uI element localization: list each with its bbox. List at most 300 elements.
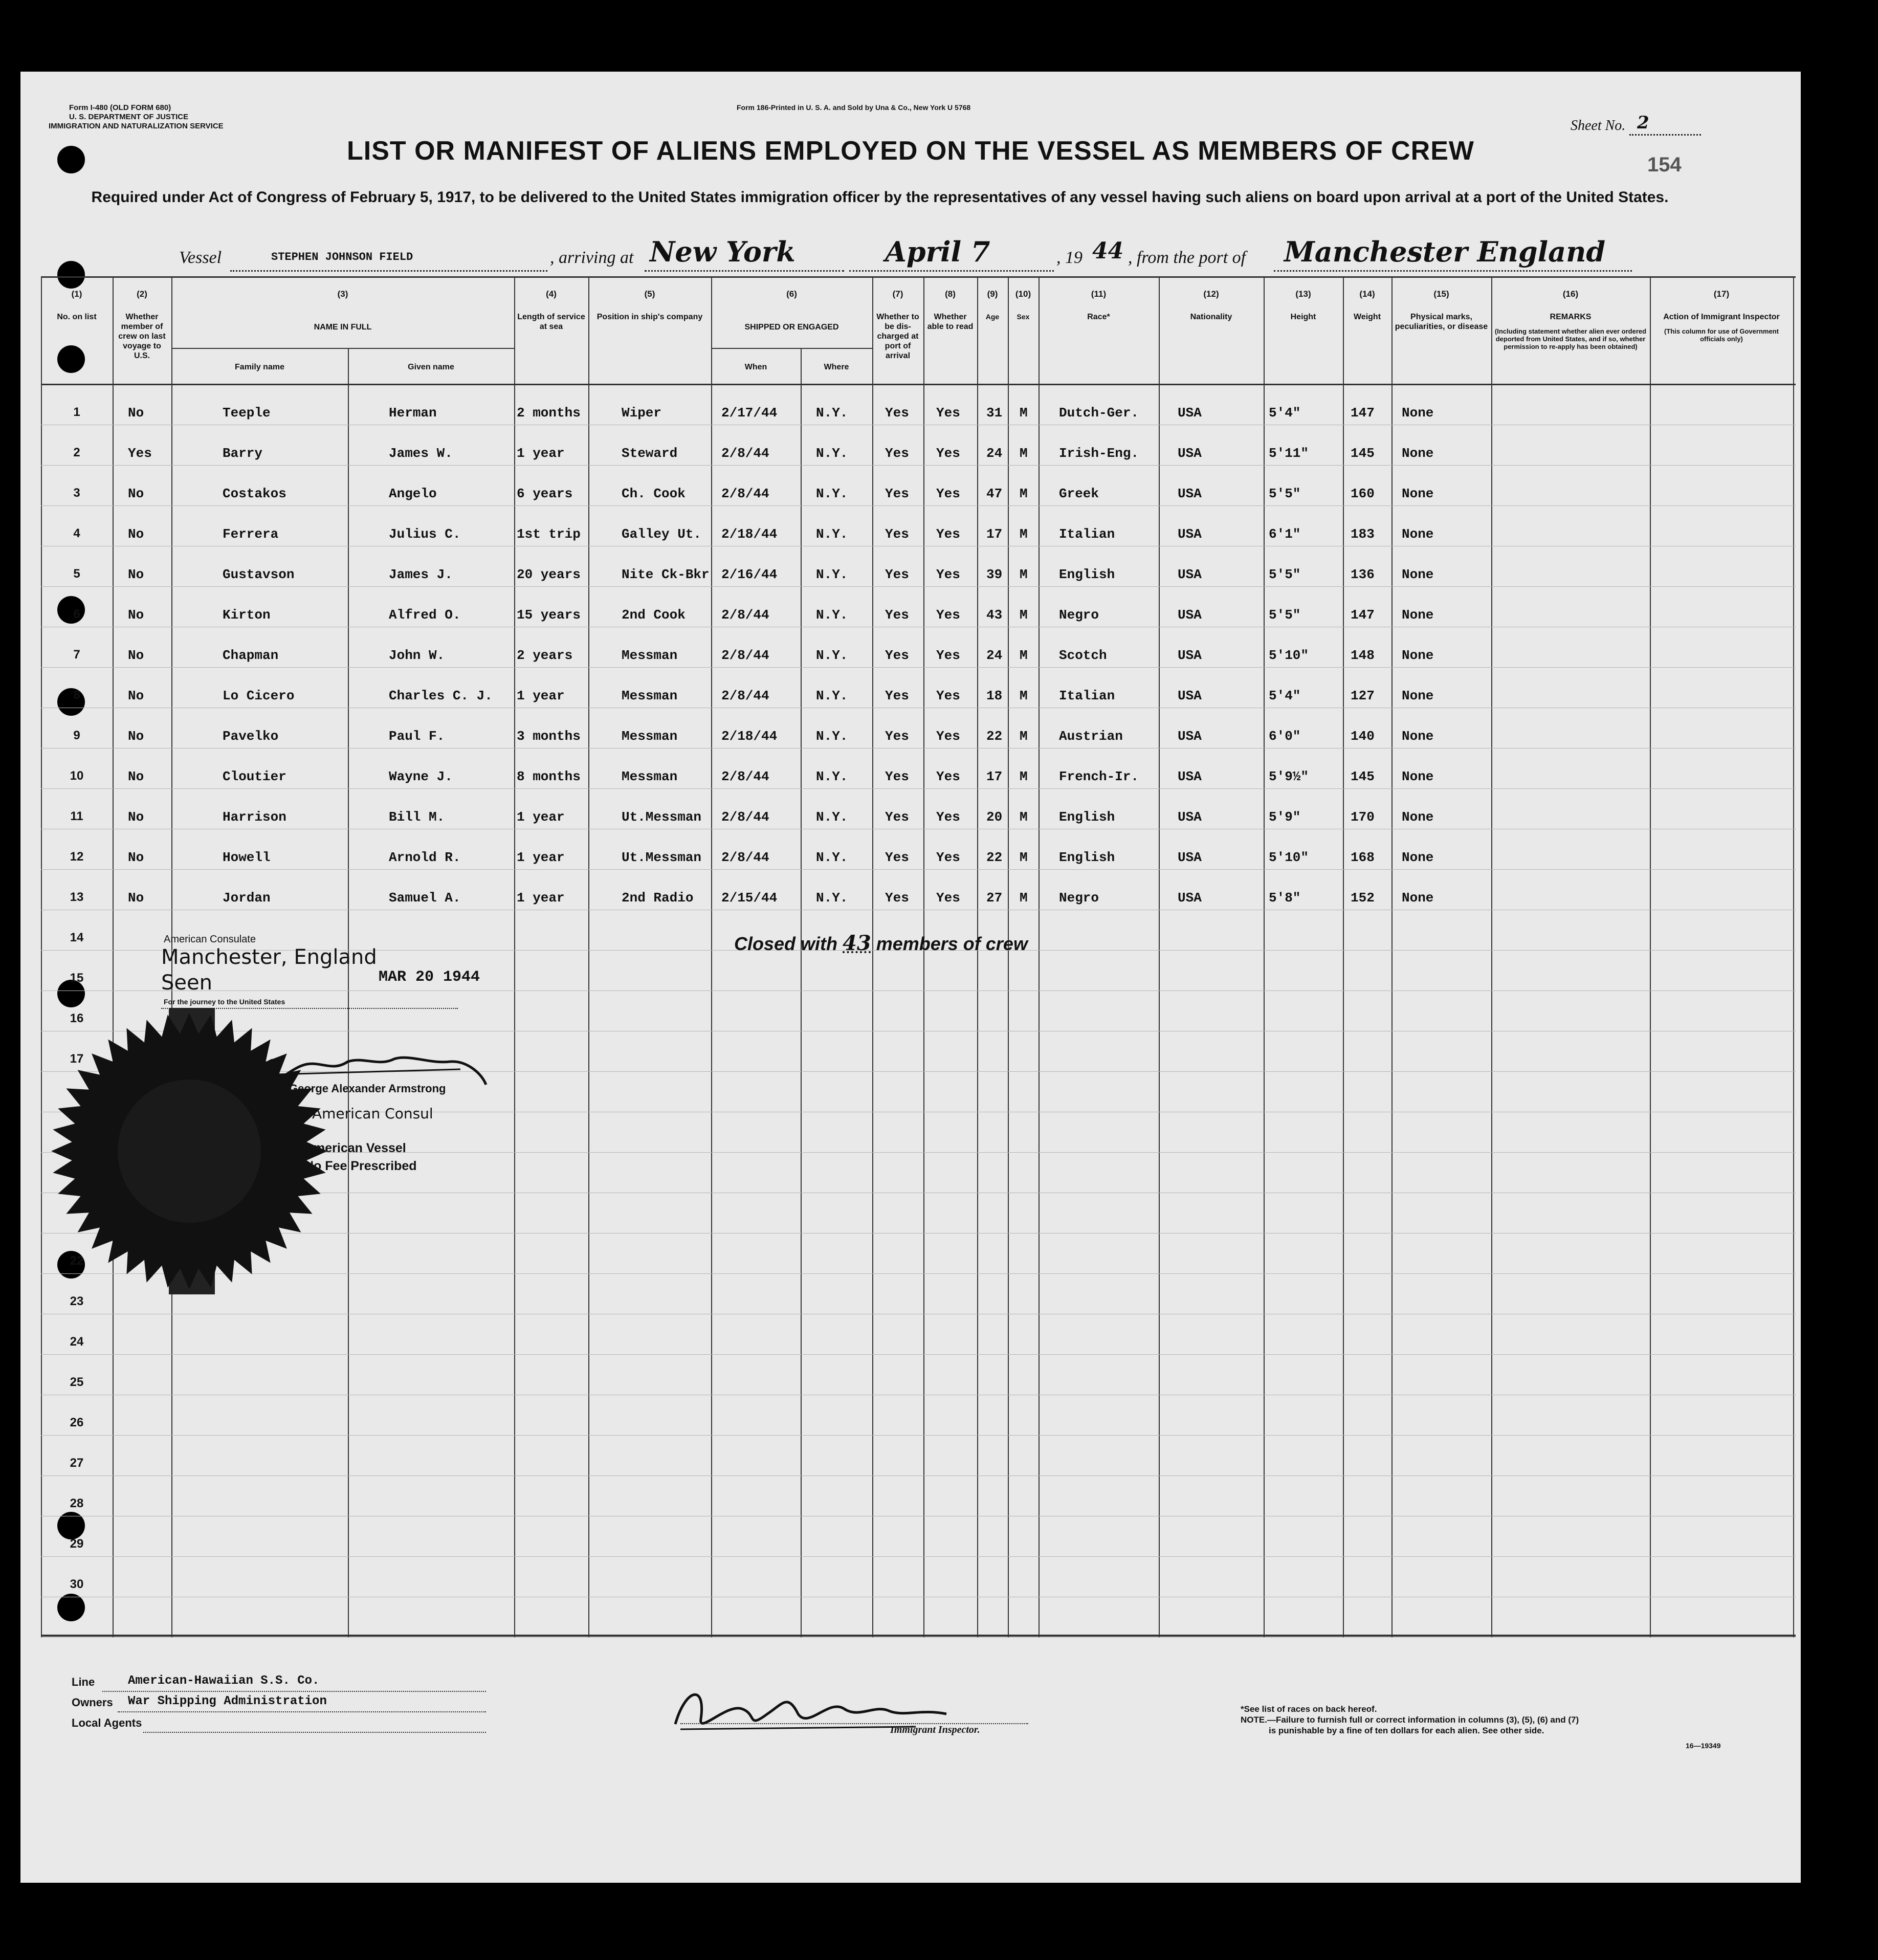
table-cell: None xyxy=(1402,890,1434,906)
consul-name: George Alexander Armstrong xyxy=(289,1082,446,1095)
table-cell: 145 xyxy=(1351,769,1375,784)
table-cell: 24 xyxy=(986,648,1003,663)
table-cell: No xyxy=(128,405,144,421)
table-cell: M xyxy=(1020,809,1028,825)
table-cell: 2nd Radio xyxy=(622,890,694,906)
form-id: Form I-480 (OLD FORM 680) xyxy=(69,103,171,112)
row-number: 11 xyxy=(70,809,83,823)
row-number: 4 xyxy=(73,526,80,540)
table-cell: Ferrera xyxy=(223,526,279,542)
consulate-date-stamp: MAR 20 1944 xyxy=(379,968,480,986)
table-cell: 27 xyxy=(986,890,1003,906)
column-number: (4) xyxy=(546,289,557,299)
table-cell: N.Y. xyxy=(816,607,848,623)
table-cell: M xyxy=(1020,526,1028,542)
column-number: (2) xyxy=(137,289,147,299)
table-cell: N.Y. xyxy=(816,526,848,542)
sheet-label: Sheet No. xyxy=(1571,118,1626,134)
table-cell: Yes xyxy=(936,607,960,623)
row-number: 30 xyxy=(70,1577,84,1591)
column-number: (1) xyxy=(71,289,82,299)
table-cell: None xyxy=(1402,446,1434,461)
table-cell: M xyxy=(1020,607,1028,623)
table-cell: N.Y. xyxy=(816,446,848,461)
row-number: 27 xyxy=(70,1456,84,1470)
table-cell: 2 months xyxy=(517,405,581,421)
table-cell: USA xyxy=(1178,405,1202,421)
table-cell: Yes xyxy=(936,486,960,501)
closing-prefix: Closed with xyxy=(734,933,838,954)
table-cell: USA xyxy=(1178,688,1202,703)
manifest-sheet xyxy=(20,72,1801,1883)
column-subheader: Where xyxy=(824,363,849,371)
table-cell: 24 xyxy=(986,446,1003,461)
table-cell: No xyxy=(128,890,144,906)
table-cell: Yes xyxy=(885,648,909,663)
table-cell: 22 xyxy=(986,729,1003,744)
column-header: Nationality xyxy=(1190,313,1232,321)
table-cell: Messman xyxy=(622,648,678,663)
table-cell: No xyxy=(128,607,144,623)
table-cell: Paul F. xyxy=(389,729,445,744)
table-cell: Pavelko xyxy=(223,729,279,744)
line-label: Line xyxy=(72,1676,95,1688)
printer-line: Form 186-Printed in U. S. A. and Sold by Una & Co., New York U 5768 xyxy=(737,103,971,112)
table-cell: 170 xyxy=(1351,809,1375,825)
row-number: 25 xyxy=(70,1375,84,1389)
consulate-city: Manchester, England xyxy=(161,945,377,969)
table-cell: 18 xyxy=(986,688,1003,703)
table-cell: No xyxy=(128,526,144,542)
table-cell: Yes xyxy=(885,486,909,501)
table-cell: 152 xyxy=(1351,890,1375,906)
table-cell: No xyxy=(128,567,144,582)
column-header: Race* xyxy=(1087,313,1110,321)
column-number: (13) xyxy=(1295,289,1311,299)
table-cell: 148 xyxy=(1351,648,1375,663)
table-cell: 5'4" xyxy=(1269,405,1301,421)
table-cell: None xyxy=(1402,850,1434,865)
table-cell: No xyxy=(128,648,144,663)
table-cell: James J. xyxy=(389,567,453,582)
table-cell: Galley Ut. xyxy=(622,526,702,542)
arrival-port: New York xyxy=(650,235,796,268)
service: IMMIGRATION AND NATURALIZATION SERVICE xyxy=(49,122,224,130)
row-number: 14 xyxy=(70,931,84,944)
table-cell: None xyxy=(1402,648,1434,663)
vessel-note: American Vessel xyxy=(304,1141,406,1155)
table-cell: Negro xyxy=(1059,607,1099,623)
year-prefix: , 19 xyxy=(1056,248,1082,267)
table-cell: 20 xyxy=(986,809,1003,825)
table-cell: M xyxy=(1020,486,1028,501)
form-code: 16—19349 xyxy=(1686,1742,1721,1750)
table-cell: USA xyxy=(1178,850,1202,865)
table-cell: 2/17/44 xyxy=(721,405,778,421)
column-header: NAME IN FULL xyxy=(314,323,372,332)
table-cell: English xyxy=(1059,567,1115,582)
vessel-label: Vessel xyxy=(179,248,222,267)
table-cell: No xyxy=(128,809,144,825)
column-header: Whether to be dis-charged at port of arrival xyxy=(876,313,919,360)
column-number: (12) xyxy=(1203,289,1219,299)
table-cell: Yes xyxy=(936,405,960,421)
table-cell: None xyxy=(1402,688,1434,703)
table-cell: M xyxy=(1020,446,1028,461)
table-cell: M xyxy=(1020,405,1028,421)
table-cell: 5'10" xyxy=(1269,850,1309,865)
table-cell: M xyxy=(1020,567,1028,582)
table-cell: Yes xyxy=(128,446,152,461)
table-cell: 2/8/44 xyxy=(721,446,769,461)
table-cell: Charles C. J. xyxy=(389,688,493,703)
column-number: (8) xyxy=(945,289,956,299)
table-cell: 8 months xyxy=(517,769,581,784)
row-number: 28 xyxy=(70,1496,84,1510)
table-cell: 183 xyxy=(1351,526,1375,542)
table-cell: Cloutier xyxy=(223,769,286,784)
consulate-heading: American Consulate xyxy=(164,934,256,945)
column-header: Sex xyxy=(1017,313,1030,321)
table-cell: English xyxy=(1059,809,1115,825)
table-cell: None xyxy=(1402,486,1434,501)
agents-label: Local Agents xyxy=(72,1716,142,1729)
table-cell: Yes xyxy=(885,769,909,784)
table-cell: M xyxy=(1020,769,1028,784)
table-cell: Costakos xyxy=(223,486,286,501)
column-note: (This column for use of Government officials only) xyxy=(1664,327,1779,343)
table-cell: Alfred O. xyxy=(389,607,461,623)
table-cell: Wiper xyxy=(622,405,662,421)
table-cell: M xyxy=(1020,688,1028,703)
table-cell: 2/8/44 xyxy=(721,769,769,784)
table-cell: 17 xyxy=(986,526,1003,542)
column-subheader: When xyxy=(744,363,767,371)
row-number: 26 xyxy=(70,1416,84,1429)
column-number: (5) xyxy=(644,289,655,299)
table-cell: Julius C. xyxy=(389,526,461,542)
page-stamp: 154 xyxy=(1647,153,1682,176)
table-cell: Yes xyxy=(885,809,909,825)
table-cell: Italian xyxy=(1059,688,1115,703)
table-cell: Yes xyxy=(885,526,909,542)
table-cell: No xyxy=(128,769,144,784)
table-cell: Nite Ck-Bkr xyxy=(622,567,710,582)
table-cell: N.Y. xyxy=(816,809,848,825)
table-cell: 20 years xyxy=(517,567,581,582)
closing-note xyxy=(734,931,1028,955)
table-cell: 127 xyxy=(1351,688,1375,703)
page-title: LIST OR MANIFEST OF ALIENS EMPLOYED ON THE VESSEL AS MEMBERS OF CREW xyxy=(347,136,1474,166)
row-number: 5 xyxy=(73,567,80,581)
table-cell: 6'1" xyxy=(1269,526,1301,542)
table-cell: 2/8/44 xyxy=(721,688,769,703)
table-cell: Ch. Cook xyxy=(622,486,686,501)
table-cell: N.Y. xyxy=(816,890,848,906)
column-number: (9) xyxy=(987,289,998,299)
table-cell: USA xyxy=(1178,486,1202,501)
row-number: 22 xyxy=(70,1254,84,1268)
table-cell: 2/8/44 xyxy=(721,850,769,865)
table-cell: 1 year xyxy=(517,850,565,865)
table-cell: 147 xyxy=(1351,607,1375,623)
arriving-label: , arriving at xyxy=(550,248,634,267)
table-cell: Messman xyxy=(622,729,678,744)
table-cell: USA xyxy=(1178,567,1202,582)
table-cell: Jordan xyxy=(223,890,271,906)
table-cell: USA xyxy=(1178,729,1202,744)
table-cell: No xyxy=(128,729,144,744)
table-cell: Irish-Eng. xyxy=(1059,446,1139,461)
column-header: Age xyxy=(985,313,1000,321)
table-cell: None xyxy=(1402,607,1434,623)
table-cell: 136 xyxy=(1351,567,1375,582)
table-cell: Ut.Messman xyxy=(622,850,702,865)
fee-note: No Fee Prescribed xyxy=(304,1159,417,1173)
table-cell: 22 xyxy=(986,850,1003,865)
row-number: 1 xyxy=(73,405,80,419)
table-cell: USA xyxy=(1178,769,1202,784)
column-header: Position in ship's company xyxy=(596,313,703,321)
row-number: 9 xyxy=(73,729,80,742)
table-cell: Angelo xyxy=(389,486,437,501)
table-cell: N.Y. xyxy=(816,405,848,421)
consulate-seen: Seen xyxy=(161,971,212,995)
column-number: (17) xyxy=(1713,289,1730,299)
table-cell: USA xyxy=(1178,607,1202,623)
table-cell: None xyxy=(1402,526,1434,542)
table-cell: Yes xyxy=(885,688,909,703)
table-cell: Howell xyxy=(223,850,271,865)
table-cell: M xyxy=(1020,850,1028,865)
departure-port: Manchester England xyxy=(1284,235,1606,268)
row-number: 8 xyxy=(73,688,80,702)
inspector-label: Immigrant Inspector. xyxy=(890,1724,980,1735)
line-value: American-Hawaiian S.S. Co. xyxy=(128,1674,320,1688)
table-cell: 2/18/44 xyxy=(721,526,778,542)
column-header: No. on list xyxy=(57,313,97,321)
table-cell: Gustavson xyxy=(223,567,295,582)
table-cell: Dutch-Ger. xyxy=(1059,405,1139,421)
table-cell: Lo Cicero xyxy=(223,688,295,703)
table-cell: 2 years xyxy=(517,648,573,663)
row-number: 24 xyxy=(70,1335,84,1349)
consul-title: American Consul xyxy=(312,1105,433,1122)
table-cell: None xyxy=(1402,729,1434,744)
footnote-penalty-1: NOTE.—Failure to furnish full or correct information in columns (3), (5), (6) and (7) xyxy=(1241,1715,1579,1725)
table-cell: Greek xyxy=(1059,486,1099,501)
column-note: (Including statement whether alien ever ordered deported from United States, and if so, whether permission to re-apply has been obtained) xyxy=(1494,327,1647,350)
table-cell: Yes xyxy=(936,446,960,461)
table-cell: 5'11" xyxy=(1269,446,1309,461)
table-cell: Yes xyxy=(885,890,909,906)
table-cell: Yes xyxy=(885,567,909,582)
column-number: (14) xyxy=(1359,289,1375,299)
table-cell: Arnold R. xyxy=(389,850,461,865)
closing-suffix: members of crew xyxy=(876,933,1028,954)
column-header: SHIPPED OR ENGAGED xyxy=(744,323,839,332)
column-subheader: Given name xyxy=(408,363,454,371)
owners-label: Owners xyxy=(72,1696,113,1709)
table-cell: English xyxy=(1059,850,1115,865)
table-cell: Yes xyxy=(936,850,960,865)
table-cell: Italian xyxy=(1059,526,1115,542)
row-number: 13 xyxy=(70,890,84,904)
table-cell: Messman xyxy=(622,769,678,784)
column-header: Length of service at sea xyxy=(517,313,585,331)
table-cell: 39 xyxy=(986,567,1003,582)
department: U. S. DEPARTMENT OF JUSTICE xyxy=(69,113,189,121)
vessel-name: STEPHEN JOHNSON FIELD xyxy=(271,251,413,263)
column-header: Action of Immigrant Inspector xyxy=(1663,313,1780,321)
consulate-journey: For the journey to the United States xyxy=(164,998,285,1006)
table-cell: 2/15/44 xyxy=(721,890,778,906)
table-cell: USA xyxy=(1178,809,1202,825)
table-cell: Harrison xyxy=(223,809,286,825)
owners-value: War Shipping Administration xyxy=(128,1694,327,1708)
table-cell: 2/16/44 xyxy=(721,567,778,582)
table-cell: 2/8/44 xyxy=(721,809,769,825)
table-cell: 160 xyxy=(1351,486,1375,501)
table-cell: USA xyxy=(1178,890,1202,906)
table-cell: N.Y. xyxy=(816,769,848,784)
table-cell: No xyxy=(128,486,144,501)
table-cell: N.Y. xyxy=(816,688,848,703)
table-cell: 145 xyxy=(1351,446,1375,461)
table-cell: 3 months xyxy=(517,729,581,744)
table-cell: N.Y. xyxy=(816,850,848,865)
table-cell: 2/8/44 xyxy=(721,607,769,623)
column-number: (10) xyxy=(1015,289,1031,299)
table-cell: 43 xyxy=(986,607,1003,623)
table-cell: Yes xyxy=(936,688,960,703)
row-number: 6 xyxy=(73,607,80,621)
table-cell: Yes xyxy=(885,729,909,744)
column-subheader: Family name xyxy=(235,363,284,371)
table-cell: 5'10" xyxy=(1269,648,1309,663)
table-cell: 31 xyxy=(986,405,1003,421)
table-cell: No xyxy=(128,688,144,703)
table-cell: 2/8/44 xyxy=(721,486,769,501)
crew-table xyxy=(20,72,1801,1883)
table-cell: Yes xyxy=(885,446,909,461)
table-cell: M xyxy=(1020,890,1028,906)
table-cell: 2nd Cook xyxy=(622,607,686,623)
table-cell: Yes xyxy=(936,809,960,825)
table-cell: 5'9½" xyxy=(1269,769,1309,784)
table-cell: 1st trip xyxy=(517,526,581,542)
table-cell: Ut.Messman xyxy=(622,809,702,825)
column-number: (16) xyxy=(1562,289,1579,299)
footnote-penalty-2: is punishable by a fine of ten dollars for each alien. See other side. xyxy=(1269,1726,1544,1735)
table-cell: 5'8" xyxy=(1269,890,1301,906)
footnote-races: *See list of races on back hereof. xyxy=(1241,1704,1377,1714)
table-cell: Barry xyxy=(223,446,263,461)
row-number: 29 xyxy=(70,1537,84,1551)
row-number: 17 xyxy=(70,1052,84,1066)
column-header: Whether member of crew on last voyage to U.S. xyxy=(118,313,166,360)
row-number: 7 xyxy=(73,648,80,662)
table-cell: None xyxy=(1402,809,1434,825)
table-cell: Herman xyxy=(389,405,437,421)
table-cell: Yes xyxy=(936,729,960,744)
table-cell: N.Y. xyxy=(816,729,848,744)
table-cell: 5'5" xyxy=(1269,567,1301,582)
table-cell: Steward xyxy=(622,446,678,461)
table-cell: Messman xyxy=(622,688,678,703)
table-cell: 5'9" xyxy=(1269,809,1301,825)
table-cell: 2/18/44 xyxy=(721,729,778,744)
arrival-date: April 7 xyxy=(885,235,990,268)
from-label: , from the port of xyxy=(1128,248,1246,267)
column-header: Physical marks, peculiarities, or disease xyxy=(1395,313,1488,331)
table-cell: 140 xyxy=(1351,729,1375,744)
column-number: (3) xyxy=(337,289,348,299)
table-cell: Negro xyxy=(1059,890,1099,906)
table-cell: 1 year xyxy=(517,688,565,703)
table-cell: Austrian xyxy=(1059,729,1123,744)
column-header: Height xyxy=(1290,313,1316,321)
column-number: (7) xyxy=(892,289,903,299)
table-cell: 47 xyxy=(986,486,1003,501)
table-cell: Yes xyxy=(936,648,960,663)
table-cell: USA xyxy=(1178,648,1202,663)
table-cell: Yes xyxy=(936,769,960,784)
table-cell: N.Y. xyxy=(816,567,848,582)
table-cell: USA xyxy=(1178,526,1202,542)
table-cell: M xyxy=(1020,648,1028,663)
table-cell: 6'0" xyxy=(1269,729,1301,744)
table-cell: 5'5" xyxy=(1269,607,1301,623)
closing-count: 43 xyxy=(843,931,871,955)
column-number: (6) xyxy=(786,289,797,299)
table-cell: 17 xyxy=(986,769,1003,784)
table-cell: 1 year xyxy=(517,446,565,461)
table-cell: Yes xyxy=(885,607,909,623)
row-number: 16 xyxy=(70,1011,84,1025)
table-cell: 5'5" xyxy=(1269,486,1301,501)
table-cell: USA xyxy=(1178,446,1202,461)
table-cell: Yes xyxy=(936,526,960,542)
table-cell: None xyxy=(1402,405,1434,421)
table-cell: Chapman xyxy=(223,648,279,663)
table-cell: Wayne J. xyxy=(389,769,453,784)
table-cell: Yes xyxy=(885,405,909,421)
table-cell: No xyxy=(128,850,144,865)
row-number: 10 xyxy=(70,769,84,783)
column-number: (15) xyxy=(1433,289,1449,299)
table-cell: N.Y. xyxy=(816,648,848,663)
table-cell: 2/8/44 xyxy=(721,648,769,663)
table-cell: Samuel A. xyxy=(389,890,461,906)
table-cell: 6 years xyxy=(517,486,573,501)
row-number: 3 xyxy=(73,486,80,500)
table-cell: John W. xyxy=(389,648,445,663)
row-number: 15 xyxy=(70,971,84,985)
table-cell: Scotch xyxy=(1059,648,1107,663)
arrival-year: 44 xyxy=(1092,238,1124,264)
table-cell: 168 xyxy=(1351,850,1375,865)
table-cell: N.Y. xyxy=(816,486,848,501)
table-cell: None xyxy=(1402,769,1434,784)
table-cell: None xyxy=(1402,567,1434,582)
table-cell: Kirton xyxy=(223,607,271,623)
table-cell: Yes xyxy=(885,850,909,865)
table-cell: 147 xyxy=(1351,405,1375,421)
sheet-number: 2 xyxy=(1637,113,1649,133)
column-number: (11) xyxy=(1091,289,1107,299)
table-cell: Teeple xyxy=(223,405,271,421)
